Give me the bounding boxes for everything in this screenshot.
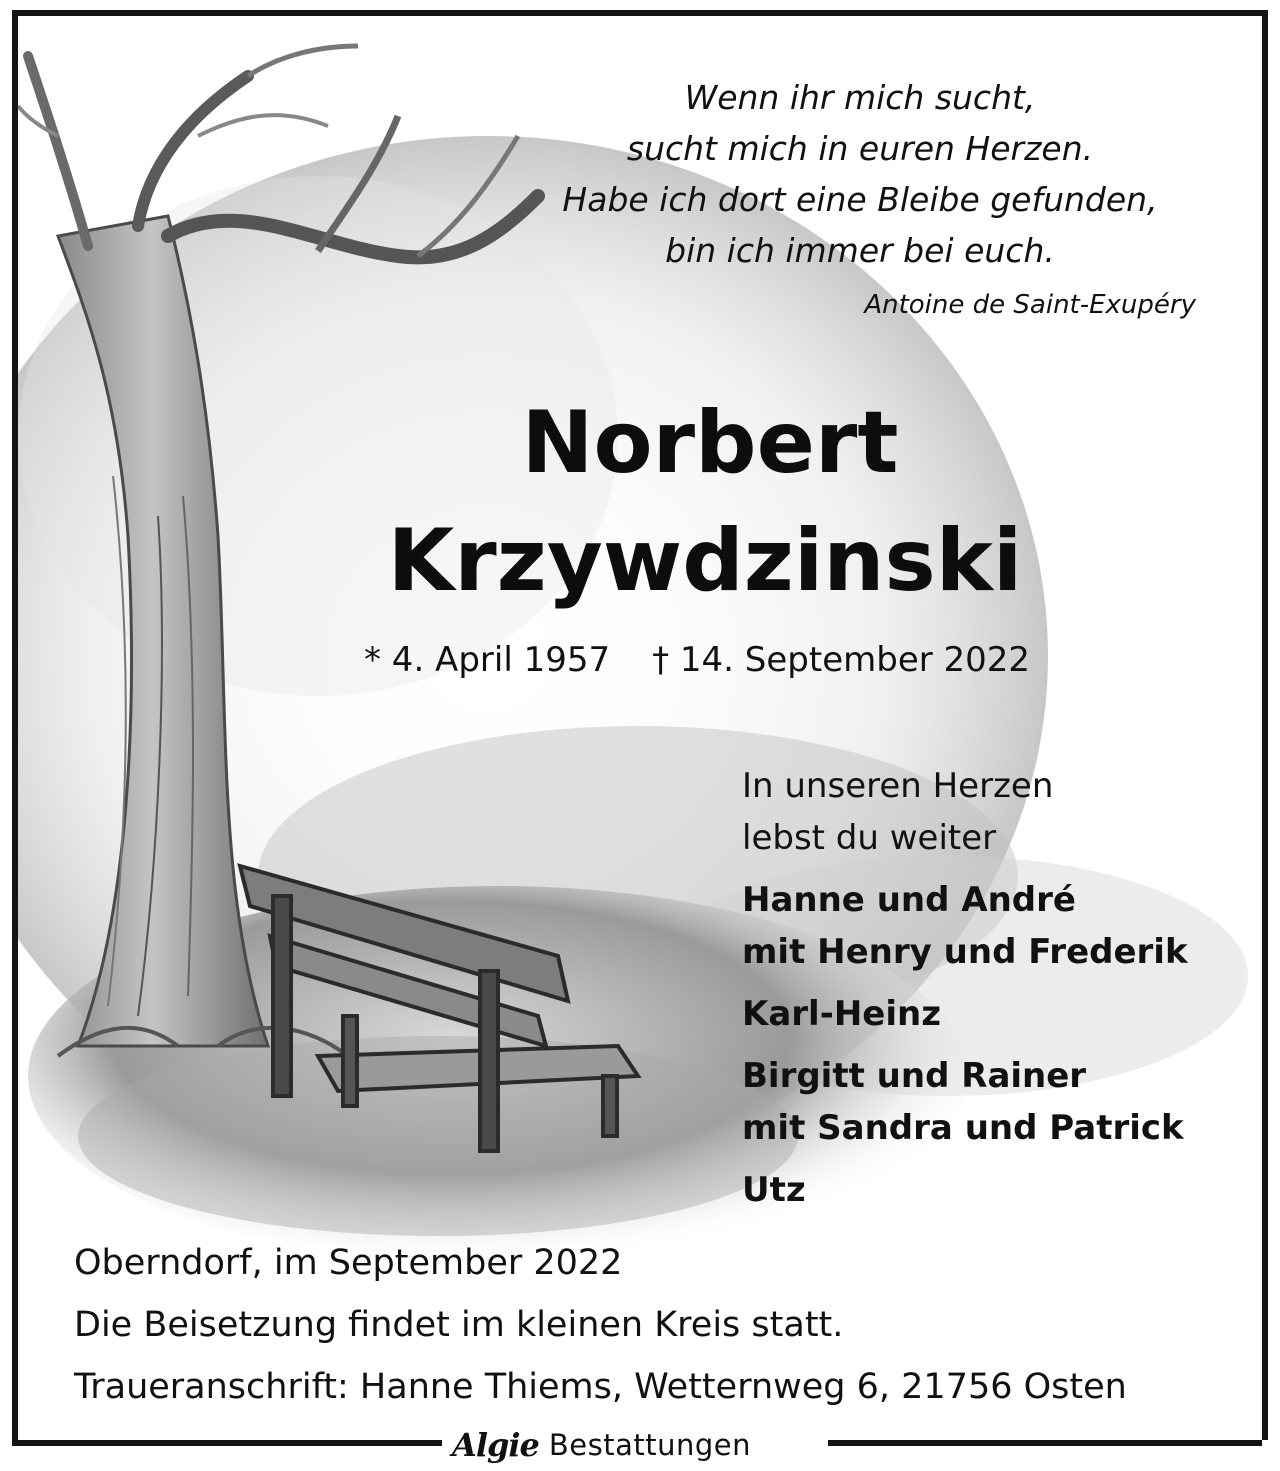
footer-rule-left: [12, 1440, 442, 1446]
family-intro-line: lebst du weiter: [742, 818, 997, 858]
quote-line: sucht mich in euren Herzen.: [626, 129, 1094, 168]
birth-date: * 4. April 1957: [364, 640, 611, 680]
quote-author: Antoine de Saint-Exupéry: [864, 290, 1196, 320]
family-member: Utz: [742, 1170, 806, 1210]
deceased-first-name: Norbert: [521, 393, 899, 493]
place-date: Oberndorf, im September 2022: [74, 1243, 623, 1283]
quote-block: [500, 72, 1220, 276]
family-member: Karl-Heinz: [742, 994, 941, 1034]
family-member: mit Henry und Frederik: [742, 932, 1188, 972]
mourning-address: Traueranschrift: Hanne Thiems, Wetternweg 6, 21756 Osten: [74, 1367, 1127, 1407]
family-member: Hanne und André: [742, 880, 1076, 920]
brand-name: Bestattungen: [548, 1428, 751, 1462]
family-block: [742, 760, 1242, 1216]
deceased-last-name: Krzywdzinski: [387, 511, 1023, 611]
brand-logo: Algie: [452, 1426, 539, 1464]
quote-line: Habe ich dort eine Bleibe gefunden,: [562, 180, 1158, 219]
family-member: mit Sandra und Patrick: [742, 1108, 1184, 1148]
family-intro-line: In unseren Herzen: [742, 766, 1054, 806]
burial-note: Die Beisetzung findet im kleinen Kreis statt.: [74, 1305, 844, 1345]
family-member: Birgitt und Rainer: [742, 1056, 1087, 1096]
quote-line: Wenn ihr mich sucht,: [684, 78, 1036, 117]
footer-rule-right: [828, 1440, 1262, 1446]
death-date: † 14. September 2022: [652, 640, 1031, 680]
life-dates: [364, 640, 1064, 680]
quote-line: bin ich immer bei euch.: [665, 231, 1055, 270]
funeral-home-brand: [452, 1420, 822, 1470]
bottom-notice: [74, 1232, 1254, 1418]
